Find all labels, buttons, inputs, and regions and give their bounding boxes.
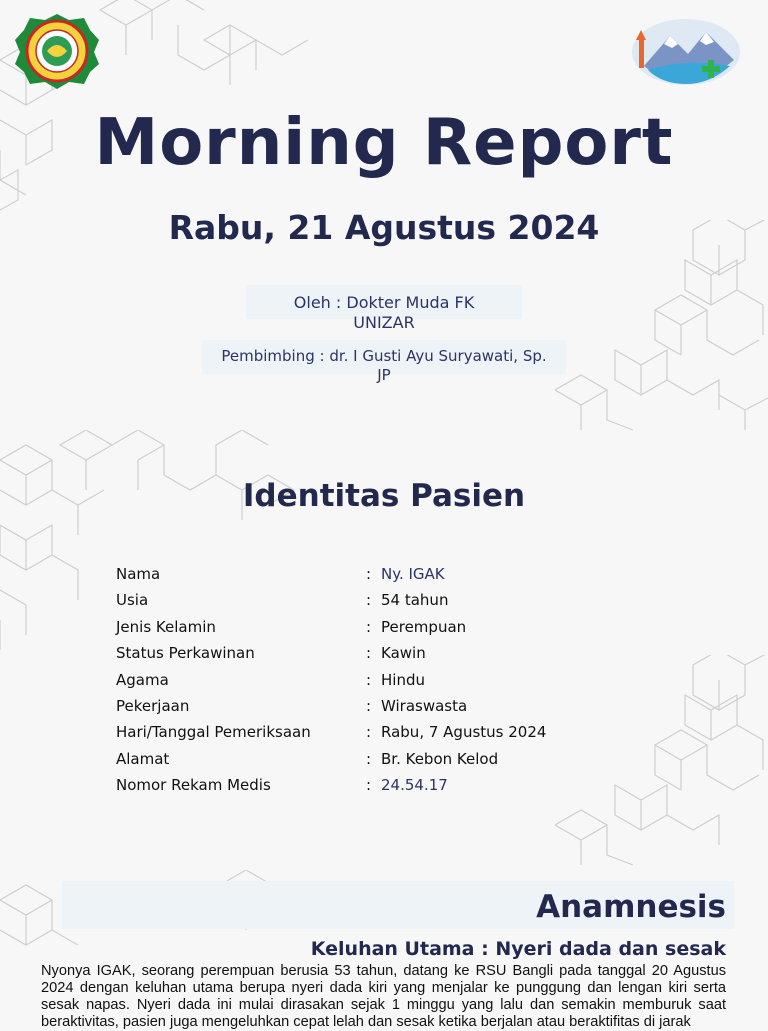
author-line-2: UNIZAR [353,313,415,332]
identity-value: Ny. IGAK [381,565,445,583]
anamnesis-narrative: Nyonya IGAK, seorang perempuan berusia 53 tahun, datang ke RSU Bangli pada tanggal 20 Agustus 2024 dengan keluhan utama berupa nyeri dada kiri yang menjalar ke punggung dan lengan kiri serta sesak napas. Nyeri dada ini mulai dirasakan sejak 1 minggu yang lalu dan semakin memburuk saat beraktivitas, pasien juga mengeluhkan cepat lelah dan sesak ketika berjalan atau beraktifitas di jarak [41,963,726,1030]
chief-complaint: Keluhan Utama : Nyeri dada dan sesak [310,938,726,960]
university-seal-icon [14,12,100,90]
separator: : [366,591,372,610]
identity-value: Hindu [381,670,425,689]
identity-value: Br. Kebon Kelod [381,749,499,768]
identity-value: 54 tahun [381,591,449,610]
identity-label: Hari/Tanggal Pemeriksaan [116,723,311,742]
anamnesis-heading: Anamnesis [536,889,726,925]
identity-label: Nama [116,565,161,583]
identity-value: 24.54.17 [381,776,448,795]
identity-value: Wiraswasta [381,696,468,715]
supervisor-line-1: Pembimbing : dr. I Gusti Ayu Suryawati, Sp. [221,347,547,365]
separator: : [366,565,372,583]
identity-label: Pekerjaan [116,696,190,715]
identity-label: Nomor Rekam Medis [116,776,271,795]
separator: : [366,670,372,689]
separator: : [366,723,372,742]
identity-value: Perempuan [381,617,467,636]
identity-label: Usia [116,591,149,610]
identity-value: Kawin [381,644,426,663]
author-line-1: Oleh : Dokter Muda FK [293,293,475,312]
identity-label: Agama [116,670,169,689]
separator: : [366,617,372,636]
separator: : [366,776,372,795]
hospital-landscape-icon [630,14,742,88]
identity-label: Alamat [116,749,170,768]
supervisor-box [202,340,566,384]
identity-label: Jenis Kelamin [116,617,216,636]
background-pattern-right-lower [555,655,768,870]
identity-value: Rabu, 7 Agustus 2024 [381,723,547,742]
author-box [246,285,522,332]
background-pattern-right-upper [555,220,768,435]
identity-label: Status Perkawinan [116,644,255,663]
identity-heading: Identitas Pasien [242,478,526,514]
separator: : [366,696,372,715]
supervisor-line-2: JP [377,366,391,384]
report-date: Rabu, 21 Agustus 2024 [168,208,600,247]
separator: : [366,749,372,768]
separator: : [366,644,372,663]
page-title: Morning Report [94,106,674,180]
